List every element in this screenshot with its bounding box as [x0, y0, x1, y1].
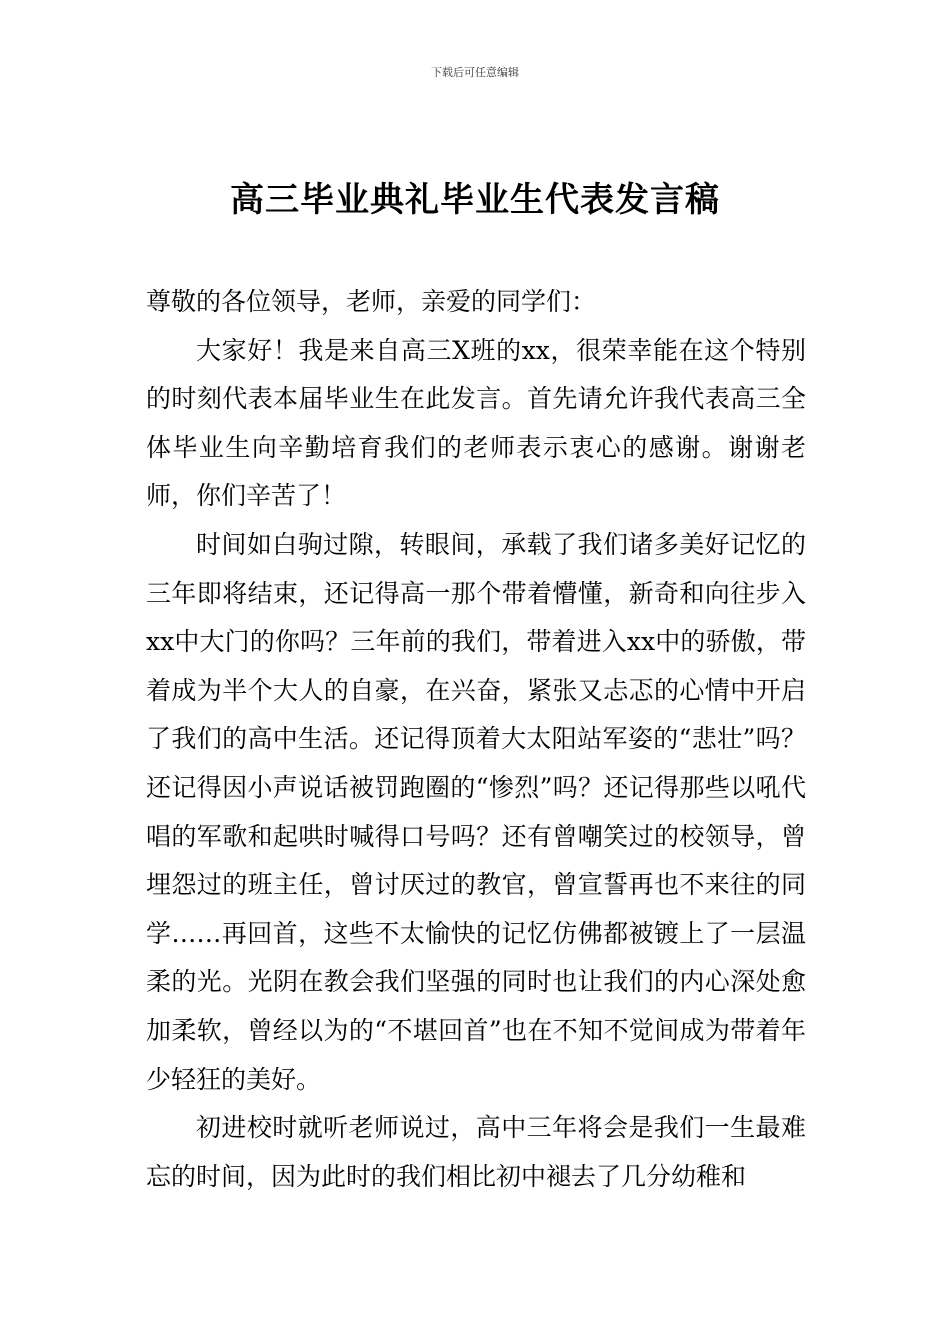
document-title: 高三毕业典礼毕业生代表发言稿 [230, 180, 720, 220]
paragraph: 初进校时就听老师说过，高中三年将会是我们一生最难忘的时间，因为此时的我们相比初中褪去了几分幼稚和 [146, 1113, 806, 1191]
paragraph: 时间如白驹过隙，转眼间，承载了我们诸多美好记忆的三年即将结束，还记得高一那个带着懵懂，新奇和向往步入xx中大门的你吗？三年前的我们，带着进入xx中的骄傲，带着成为半个大人的自豪，在兴奋，紧张又忐忑的心情中开启了我们的高中生活。还记得顶着大太阳站军姿的“悲壮”吗？还记得因小声说话被罚跑圈的“惨烈”吗？还记得那些以吼代唱的军歌和起哄时喊得口号吗？还有曾嘲笑过的校领导，曾埋怨过的班主任，曾讨厌过的教官，曾宣誓再也不来往的同学……再回首，这些不太愉快的记忆仿佛都被镀上了一层温柔的光。光阴在教会我们坚强的同时也让我们的内心深处愈加柔软，曾经以为的“不堪回首”也在不知不觉间成为带着年少轻狂的美好。 [146, 529, 806, 1094]
header-note: 下载后可任意编辑 [431, 66, 519, 79]
document-body [146, 278, 806, 1201]
paragraph: 大家好！我是来自高三X班的xx，很荣幸能在这个特别的时刻代表本届毕业生在此发言。首先请允许我代表高三全体毕业生向辛勤培育我们的老师表示衷心的感谢。谢谢老师，你们辛苦了！ [146, 335, 806, 511]
salutation: 尊敬的各位领导，老师，亲爱的同学们： [146, 287, 597, 316]
